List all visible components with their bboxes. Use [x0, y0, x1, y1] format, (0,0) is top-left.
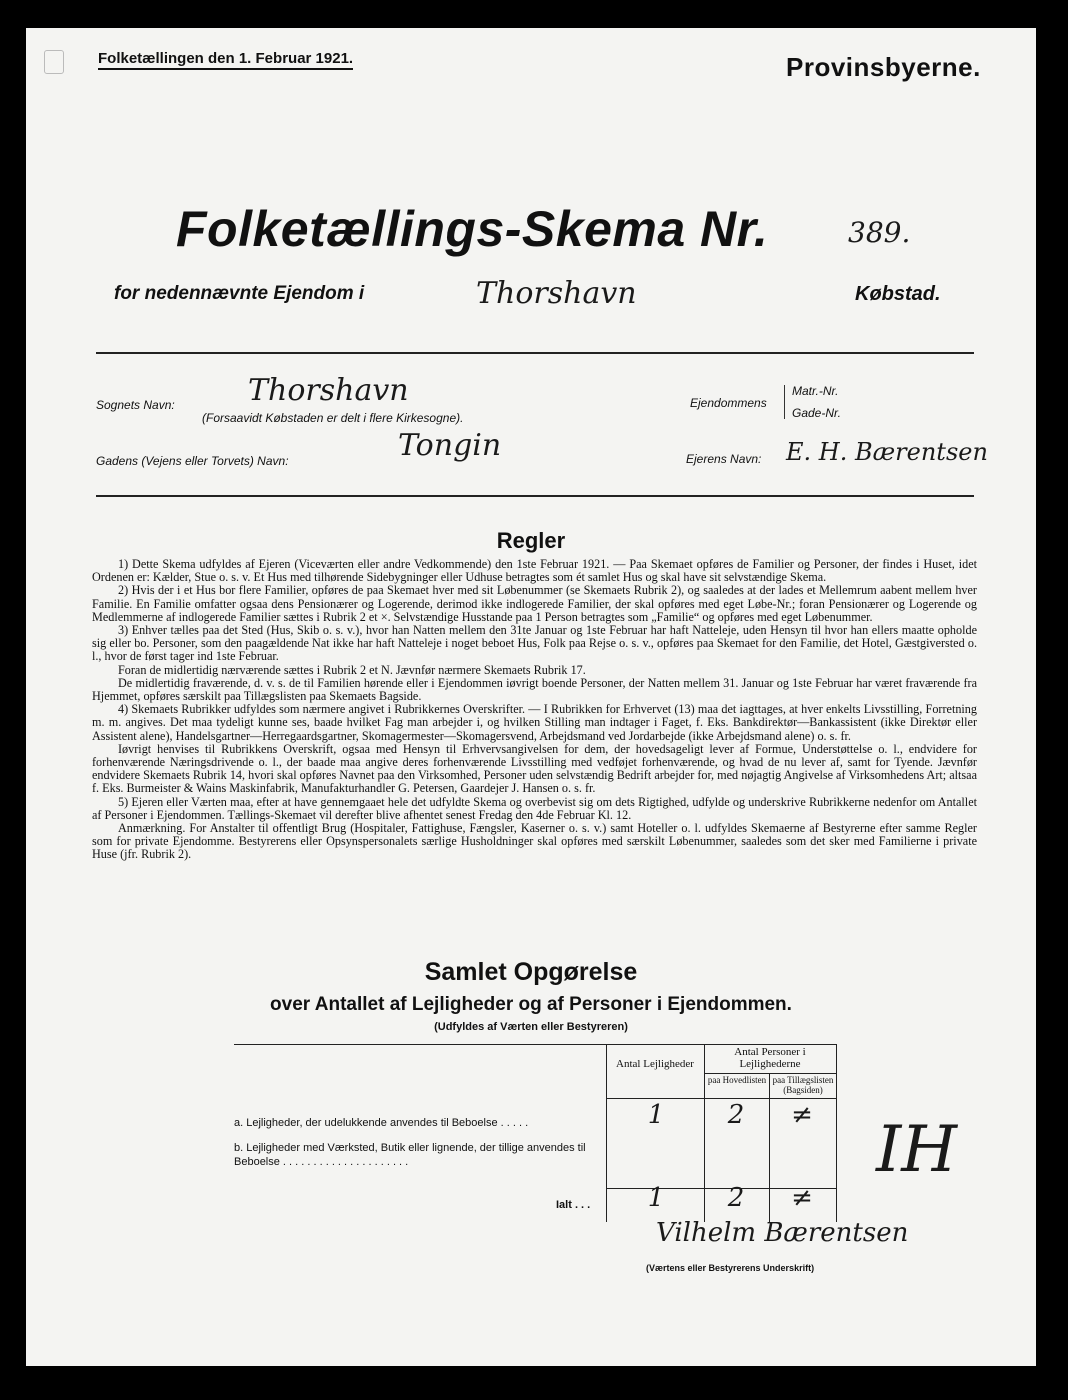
col-apartments-header: Antal Lejligheder [616, 1058, 694, 1070]
subtitle-prefix: for nedennævnte Ejendom i [114, 283, 365, 304]
form-number: 389. [848, 216, 911, 249]
owner-value: E. H. Bærentsen [786, 438, 988, 466]
rule-paragraph: Anmærkning. For Anstalter til offentligt Brug (Hospitaler, Fattighuse, Fængsler, Kaserner o. s. v.) samt Hoteller o. l. udfyldes Skemaerne af Bestyrerne efter samme Regler som for private Ejendomme. Bestyrerens eller Opsynspersonalets særlige Husholdninger skal opføres med særskilt Løbenummer, saaledes som det sker med Familierne i private Huse (jfr. Rubrik 2). [92, 821, 977, 862]
row-a-label: a. Lejligheder, der udelukkende anvendes til Beboelse . . . . . [234, 1117, 529, 1129]
property-label: Ejendommens [690, 396, 767, 410]
table-col-rule [836, 1044, 837, 1222]
divider-middle [96, 495, 974, 497]
total-supplement: ≠ [791, 1183, 813, 1213]
rule-paragraph: Iøvrigt henvises til Rubrikkens Overskrift, ogsaa med Hensyn til Erhvervsangivelsen for dem, der hovedsageligt lever af Formue, Understøttelse o. l., endvidere for forhenværende Næringsdrivende o. l., der baade maa angive deres forhenværende Livsstilling med vedføjet forhenværende, og hvad de nu lever af, samt for Tyende. Jævnfør endvidere Skemaets Rubrik 14, hvori skal opføres Navnet paa den Virksomhed, Personer uden selvstændig Bedrift arbejder for, med nøjagtig Angivelse af Virksomhedens Art; altsaa f. Eks. Burmeister & Wains Maskinfabrik, Manufakturhandler G. Petersen, Gaardejer J. Hansen o. s. fr. [92, 741, 977, 796]
margin-tally-mark: IH [876, 1113, 958, 1187]
binder-mark [44, 50, 64, 74]
signature: Vilhelm Bærentsen [656, 1218, 909, 1248]
table-top-rule [234, 1044, 836, 1045]
rule-paragraph: Foran de midlertidig nærværende sættes i Rubrik 2 et N. Jævnfør nærmere Skemaets Rubrik 17. [118, 662, 586, 677]
parish-note: (Forsaavidt Købstaden er delt i flere Kirkesogne). [202, 411, 464, 425]
table-col-rule [606, 1044, 607, 1222]
col-supplement-header: paa Tillægslisten (Bagsiden) [772, 1075, 834, 1095]
row-a-apartments: 1 [647, 1100, 665, 1130]
rule-paragraph: De midlertidig fraværende, d. v. s. de til Familien hørende eller i Ejendommen iøvrigt boende Personer, der Natten mellem 31. Januar og 1ste Februar har været fraværende fra Hjemmet, opføres særskilt paa Tillægslisten paa Skemaets Bagside. [92, 675, 977, 704]
col-persons-header: Antal Personer i Lejlighederne [734, 1046, 806, 1070]
signature-caption: (Værtens eller Bestyrerens Underskrift) [646, 1263, 815, 1273]
col-main-list-header: paa Hovedlisten [707, 1075, 767, 1085]
summary-subtitle: over Antallet af Lejligheder og af Personer i Ejendommen. [270, 994, 792, 1015]
parish-label: Sognets Navn: [96, 398, 175, 412]
rule-paragraph: 4) Skemaets Rubrikker udfyldes som nærmere angivet i Rubrikkernes Overskrifter. — I Rubrikken for Erhvervet (13) maa det iagttages, at hver enkelts Livsstilling, Forretning m. m. angives. Det maa tydeligt kunne ses, baade hvilket Fag man arbejder i, og hvilken Stilling man indtager i Faget, f. Eks. Bankdirektør—Bankassistent (ikke Direktør eller Assistent alene), Handelsgartner—Herregaardsgartner, Skomagermester—Skomagersvend, Arbejdsmand ved Jordarbejde (ikke Arbejdsmand alene) o. s. fr. [92, 702, 977, 743]
street-label: Gadens (Vejens eller Torvets) Navn: [96, 454, 289, 468]
form-title: Folketællings-Skema Nr. [176, 201, 769, 257]
total-apartments: 1 [647, 1183, 665, 1213]
row-b-label: b. Lejligheder med Værksted, Butik eller lignende, der tillige anvendes til Beboelse . . . . . . . . . . . . . . . . . . . . . [234, 1142, 586, 1168]
category-label: Provinsbyerne. [786, 52, 981, 82]
table-header-rule [606, 1098, 836, 1099]
owner-label: Ejerens Navn: [686, 452, 762, 466]
rules-body [92, 558, 977, 862]
rule-paragraph: 5) Ejeren eller Værten maa, efter at have gennemgaaet hele det udfyldte Skema og overbevist sig om dets Rigtighed, udfylde og underskrive Rubrikkerne nedenfor om Antallet af Personer i Ejendommen. Tællings-Skemaet vil derefter blive afhentet senest Fredag den 4de Februar Kl. 12. [92, 794, 977, 822]
parish-value: Thorshavn [248, 373, 409, 408]
table-col-rule [769, 1073, 770, 1222]
gade-label: Gade-Nr. [792, 406, 841, 420]
total-label: Ialt . . . [556, 1199, 591, 1211]
divider-top [96, 352, 974, 354]
street-value: Tongin [398, 428, 502, 463]
total-main: 2 [727, 1183, 745, 1213]
city-value: Thorshavn [476, 276, 637, 311]
rule-paragraph: 3) Enhver tælles paa det Sted (Hus, Skib o. s. v.), hvor han Natten mellem den 31te Januar og 1ste Februar har haft Natteleje, uden Hensyn til hvor han ellers maatte opholde sig eller bo. Personer, som den paagældende Nat ikke har haft Natteleje i noget beboet Hus, Folk paa Rejse o. s. v., opføres paa Skemaet for den Familie, det Hotel, Gæstgiversted o. l., hvor de først tager ind 1ste Februar. [92, 623, 977, 664]
rules-title: Regler [496, 528, 566, 553]
rule-paragraph: 1) Dette Skema udfyldes af Ejeren (Viceværten eller andre Vedkommende) den 1ste Februar 1921. — Paa Skemaet opføres de Familier og Personer, der findes i Huset, idet Ordenen er: Kælder, Stue o. s. v. Et Hus med tilhørende Sidebygninger eller Udhuse betragtes som ét samlet Hus og skal have sit selvstændige Skema. [92, 557, 977, 585]
table-col-rule [704, 1044, 705, 1222]
summary-title: Samlet Opgørelse [424, 958, 638, 986]
subtitle-suffix: Købstad. [855, 283, 941, 305]
census-form-sheet [26, 28, 1036, 1366]
table-subheader-rule [704, 1073, 836, 1074]
row-a-supplement: ≠ [791, 1100, 813, 1130]
summary-note: (Udfyldes af Værten eller Bestyreren) [434, 1021, 628, 1033]
rule-paragraph: 2) Hvis der i et Hus bor flere Familier, opføres de paa Skemaet hver med sit Løbenummer (se Skemaets Rubrik 2), og saaledes at der lades et Mellemrum aabent mellem hver Familie. En Familie omfatter ogsaa dens Pensionærer og Logerende, derimod ikke indlogerede Familier, der skal opføres med eget Løbe-Nr.; foran Pensionærer og Logerende og Medlemmerne af indlogerede Familier sættes i Rubrik 2 et ×. Selvstændige Husstande paa 1 Person betragtes som „Familie“ og opføres med eget Løbenummer. [92, 583, 977, 624]
property-brace [784, 385, 785, 419]
census-date-label: Folketællingen den 1. Februar 1921. [98, 50, 353, 70]
matr-label: Matr.-Nr. [792, 384, 839, 398]
row-a-main: 2 [727, 1100, 745, 1130]
